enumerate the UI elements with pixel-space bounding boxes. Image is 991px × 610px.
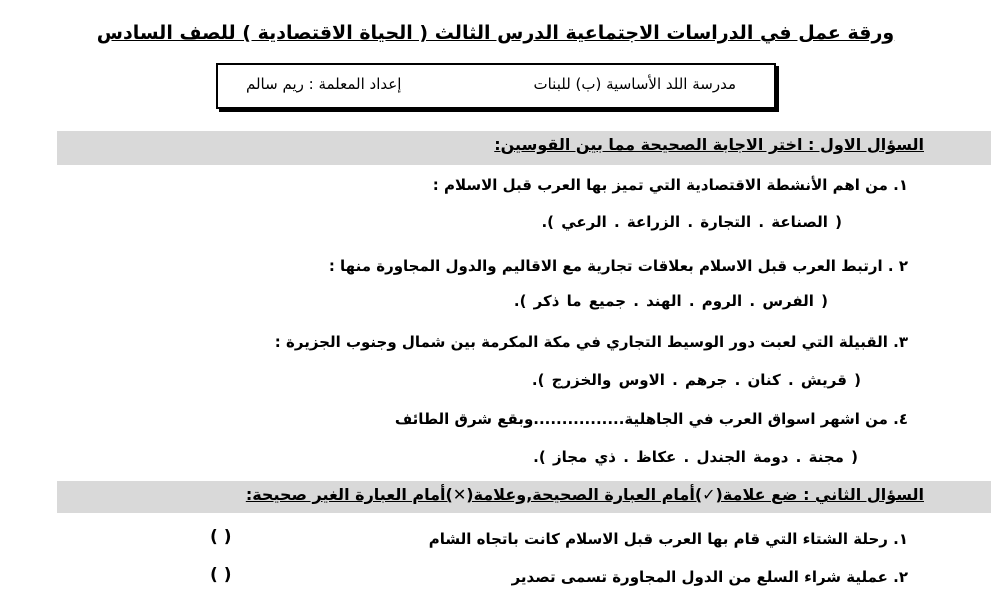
q2-item-2-answer-box[interactable]: ( ) xyxy=(210,565,232,585)
q1-item-3-options: ( قريش . كنان . جرهم . الاوس والخزرج ). xyxy=(531,371,861,389)
check-icon: ✓ xyxy=(702,485,716,504)
school-info-box xyxy=(216,63,776,109)
q2-heading-part3: )أمام العبارة الغير صحيحة: xyxy=(245,485,453,504)
q1-item-4: ٤. من اشهر اسواق العرب في الجاهلية................وبقع شرق الطائف xyxy=(394,410,908,428)
q2-item-1-answer-box[interactable]: ( ) xyxy=(210,527,232,547)
q2-heading-part2: )أمام العبارة الصحيحة,وعلامة( xyxy=(466,485,703,504)
q2-heading-part1: السؤال الثاني : ضع علامة( xyxy=(715,485,924,504)
q1-item-1: ١. من اهم الأنشطة الاقتصادية التي تميز بها العرب قبل الاسلام : xyxy=(432,176,908,194)
teacher-name: إعداد المعلمة : ريم سالم xyxy=(246,75,402,93)
question-1-header xyxy=(57,131,991,165)
q1-item-2-options: ( الفرس . الروم . الهند . جميع ما ذكر ). xyxy=(513,292,828,310)
q2-item-1: ١. رحلة الشتاء التي قام بها العرب قبل الاسلام كانت باتجاه الشام xyxy=(428,530,908,548)
q1-item-4-options: ( مجنة . دومة الجندل . عكاظ . ذي مجاز ). xyxy=(533,448,858,466)
worksheet-title: ورقة عمل في الدراسات الاجتماعية الدرس الثالث ( الحياة الاقتصادية ) للصف السادس xyxy=(96,22,895,44)
q2-item-2: ٢. عملية شراء السلع من الدول المجاورة تسمى تصدير xyxy=(511,568,908,586)
question-2-header xyxy=(57,481,991,513)
question-1-heading: السؤال الاول : اختر الاجابة الصحيحة مما بين القوسين: xyxy=(494,135,924,154)
question-2-heading xyxy=(246,485,924,504)
q1-item-3: ٣. القبيلة التي لعبت دور الوسيط التجاري في مكة المكرمة بين شمال وجنوب الجزيرة : xyxy=(274,333,908,351)
cross-icon: ✕ xyxy=(452,485,467,504)
q1-item-2: ٢ . ارتبط العرب قبل الاسلام بعلاقات تجارية مع الاقاليم والدول المجاورة منها : xyxy=(328,257,908,275)
school-name: مدرسة اللد الأساسية (ب) للبنات xyxy=(533,75,736,93)
q1-item-1-options: ( الصناعة . التجارة . الزراعة . الرعي ). xyxy=(541,213,842,231)
